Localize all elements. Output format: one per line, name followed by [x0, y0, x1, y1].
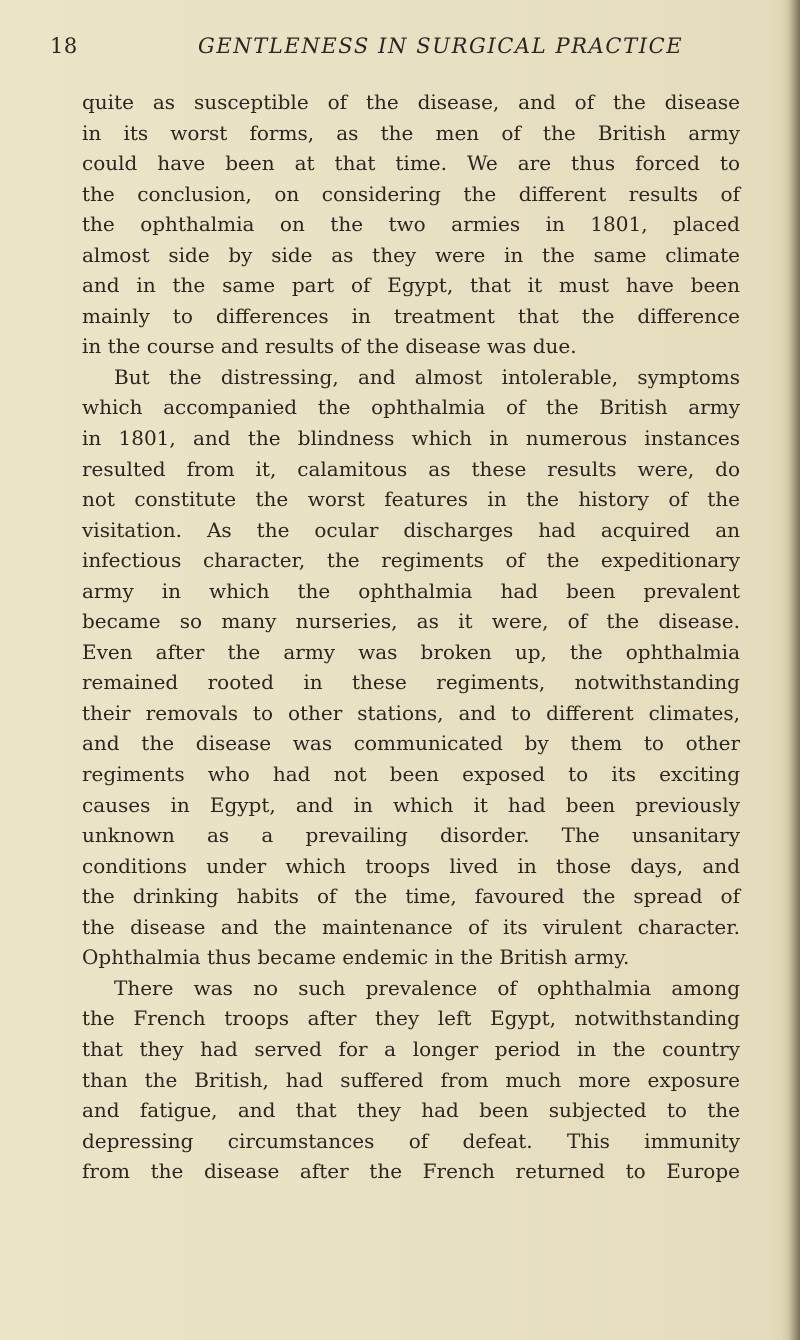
text-line: causes in Egypt, and in which it had been previously — [82, 792, 740, 817]
text-line: the French troops after they left Egypt, notwithstanding — [82, 1006, 740, 1031]
text-line: in its worst forms, as the men of the British army — [82, 120, 740, 145]
text-line: the ophthalmia on the two armies in 1801, placed — [82, 212, 740, 237]
body-text — [82, 87, 740, 1187]
text-line: and in the same part of Egypt, that it must have been — [82, 273, 740, 298]
text-line: than the British, had suffered from much more exposure — [82, 1067, 740, 1092]
text-line: which accompanied the ophthalmia of the British army — [82, 395, 740, 420]
text-line: army in which the ophthalmia had been prevalent — [82, 578, 740, 603]
text-line: mainly to differences in treatment that the difference — [82, 303, 740, 328]
text-line: quite as susceptible of the disease, and of the disease — [82, 90, 740, 114]
paragraph-first-line: There was no such prevalence of ophthalmia among — [114, 975, 740, 1000]
text-line: visitation. As the ocular discharges had acquired an — [82, 517, 740, 542]
paragraph-first-line: But the distressing, and almost intolerable, symptoms — [114, 364, 740, 389]
text-line: regiments who had not been exposed to its exciting — [82, 762, 740, 787]
running-title: GENTLENESS IN SURGICAL PRACTICE — [198, 34, 684, 58]
text-line: almost side by side as they were in the same climate — [82, 242, 740, 267]
text-line: not constitute the worst features in the history of the — [82, 487, 740, 512]
text-line: that they had served for a longer period in the country — [82, 1036, 740, 1061]
text-line: became so many nurseries, as it were, of the disease. — [82, 609, 740, 634]
page-number: 18 — [50, 34, 78, 58]
text-line: their removals to other stations, and to different climates, — [82, 700, 740, 725]
page-edge-shadow — [782, 0, 800, 1340]
text-line: from the disease after the French returned to Europe — [82, 1159, 740, 1184]
text-line: in the course and results of the disease was due. — [82, 334, 577, 359]
text-line: the disease and the maintenance of its virulent character. — [82, 914, 740, 939]
page-header — [50, 34, 730, 64]
text-line: could have been at that time. We are thus forced to — [82, 151, 740, 176]
text-line: unknown as a prevailing disorder. The unsanitary — [82, 823, 740, 848]
text-line: infectious character, the regiments of the expeditionary — [82, 548, 740, 573]
text-line: and fatigue, and that they had been subjected to the — [82, 1098, 740, 1123]
text-line: remained rooted in these regiments, notwithstanding — [82, 670, 740, 695]
text-line: resulted from it, calamitous as these results were, do — [82, 456, 740, 481]
text-line: depressing circumstances of defeat. This immunity — [82, 1128, 740, 1153]
text-line: Even after the army was broken up, the ophthalmia — [82, 639, 740, 664]
text-line: and the disease was communicated by them to other — [82, 731, 740, 756]
text-line: the conclusion, on considering the different results of — [82, 181, 740, 206]
text-line: Ophthalmia thus became endemic in the British army. — [82, 945, 630, 970]
text-line: the drinking habits of the time, favoured the spread of — [82, 884, 740, 909]
text-line: in 1801, and the blindness which in numerous instances — [82, 426, 740, 451]
text-line: conditions under which troops lived in those days, and — [82, 853, 740, 878]
